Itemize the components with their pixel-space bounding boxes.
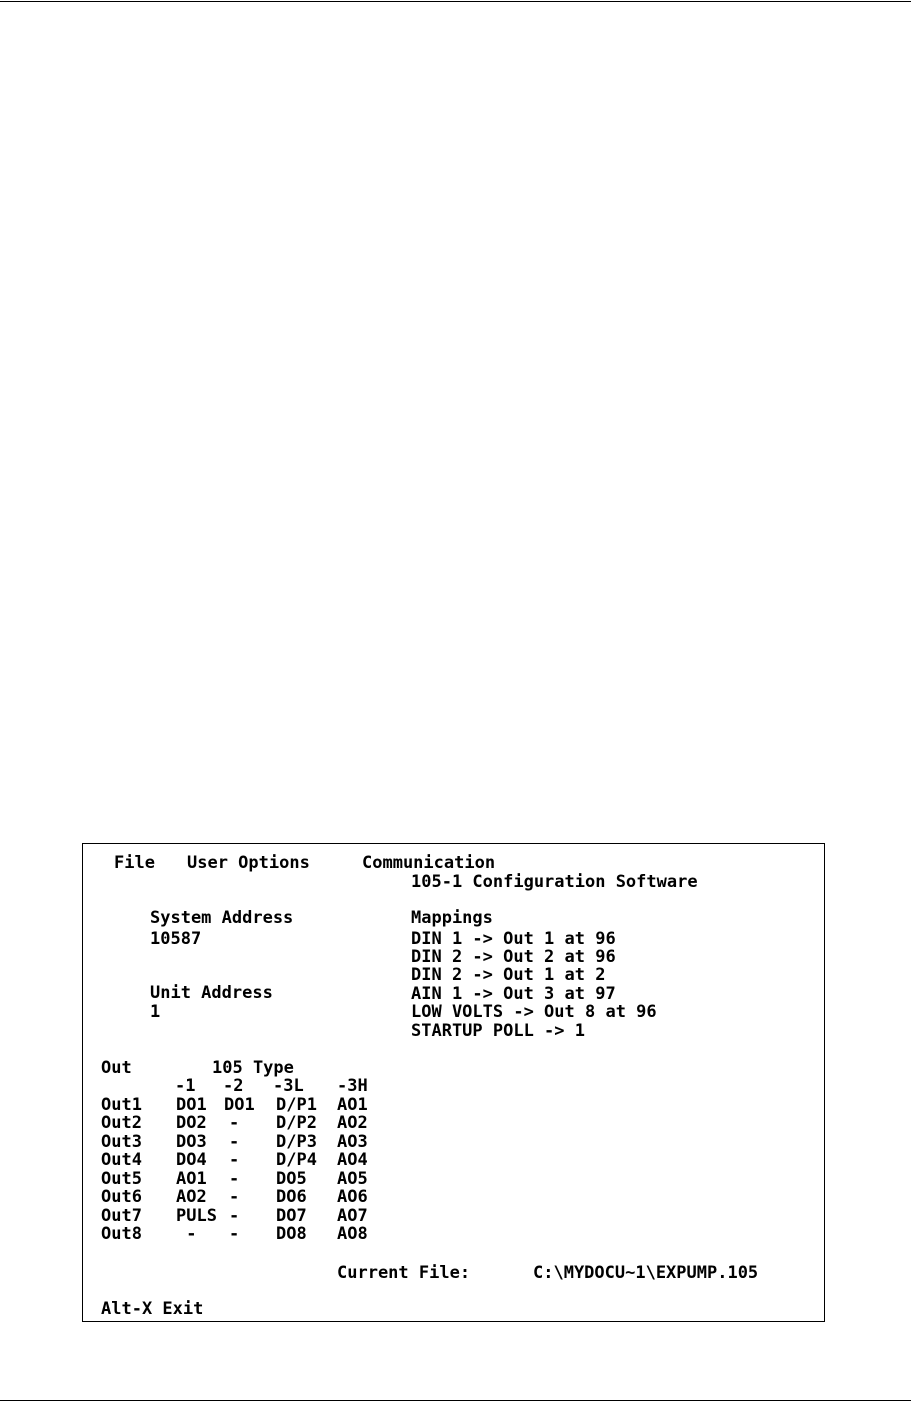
cell-type-1[interactable]: AO1 bbox=[176, 1169, 207, 1189]
cell-type-3h[interactable]: AO2 bbox=[337, 1113, 368, 1133]
cell-type-3h[interactable]: AO5 bbox=[337, 1169, 368, 1189]
system-address-label: System Address bbox=[150, 908, 294, 928]
mapping-item[interactable]: DIN 1 -> Out 1 at 96 bbox=[411, 929, 616, 949]
cell-type-3l[interactable]: DO7 bbox=[276, 1206, 307, 1226]
cell-type-2[interactable]: - bbox=[229, 1150, 240, 1170]
out-label: Out2 bbox=[101, 1113, 142, 1133]
exit-hint[interactable]: Alt-X Exit bbox=[101, 1299, 204, 1319]
cell-type-3h[interactable]: AO8 bbox=[337, 1224, 368, 1244]
mapping-item[interactable]: AIN 1 -> Out 3 at 97 bbox=[411, 984, 616, 1004]
column-header: -2 bbox=[223, 1076, 244, 1096]
cell-type-3h[interactable]: AO4 bbox=[337, 1150, 368, 1170]
menu-file[interactable]: File bbox=[114, 853, 155, 873]
column-header: -3L bbox=[273, 1076, 304, 1096]
menu-communication[interactable]: Communication bbox=[362, 853, 496, 873]
cell-type-2[interactable]: DO1 bbox=[224, 1095, 255, 1115]
type-header: 105 Type bbox=[212, 1058, 294, 1078]
cell-type-2[interactable]: - bbox=[229, 1113, 240, 1133]
cell-type-2[interactable]: - bbox=[229, 1132, 240, 1152]
cell-type-3l[interactable]: D/P4 bbox=[276, 1150, 317, 1170]
out-label: Out7 bbox=[101, 1206, 142, 1226]
cell-type-3l[interactable]: D/P1 bbox=[276, 1095, 317, 1115]
column-header: -1 bbox=[175, 1076, 196, 1096]
cell-type-1[interactable]: DO2 bbox=[176, 1113, 207, 1133]
column-header: -3H bbox=[337, 1076, 368, 1096]
current-file-label: Current File: bbox=[337, 1263, 471, 1283]
out-label: Out4 bbox=[101, 1150, 142, 1170]
cell-type-1[interactable]: DO1 bbox=[176, 1095, 207, 1115]
cell-type-3h[interactable]: AO1 bbox=[337, 1095, 368, 1115]
cell-type-3h[interactable]: AO3 bbox=[337, 1132, 368, 1152]
cell-type-1[interactable]: AO2 bbox=[176, 1187, 207, 1207]
cell-type-1[interactable]: DO4 bbox=[176, 1150, 207, 1170]
cell-type-3h[interactable]: AO7 bbox=[337, 1206, 368, 1226]
cell-type-1[interactable]: - bbox=[176, 1224, 197, 1244]
current-file-path: C:\MYDOCU~1\EXPUMP.105 bbox=[533, 1263, 759, 1283]
system-address-value[interactable]: 10587 bbox=[150, 929, 202, 949]
app-title: 105-1 Configuration Software bbox=[411, 872, 698, 892]
page-top-rule bbox=[0, 1, 911, 2]
cell-type-1[interactable]: PULS bbox=[176, 1206, 217, 1226]
out-label: Out5 bbox=[101, 1169, 142, 1189]
unit-address-label: Unit Address bbox=[150, 983, 273, 1003]
out-label: Out1 bbox=[101, 1095, 142, 1115]
cell-type-3l[interactable]: DO5 bbox=[276, 1169, 307, 1189]
cell-type-2[interactable]: - bbox=[229, 1224, 240, 1244]
cell-type-1[interactable]: DO3 bbox=[176, 1132, 207, 1152]
cell-type-2[interactable]: - bbox=[229, 1169, 240, 1189]
cell-type-2[interactable]: - bbox=[229, 1187, 240, 1207]
menu-user-options[interactable]: User Options bbox=[187, 853, 310, 873]
config-software-screen bbox=[82, 843, 825, 1322]
cell-type-3l[interactable]: DO8 bbox=[276, 1224, 307, 1244]
cell-type-3l[interactable]: DO6 bbox=[276, 1187, 307, 1207]
cell-type-3l[interactable]: D/P3 bbox=[276, 1132, 317, 1152]
mapping-item[interactable]: LOW VOLTS -> Out 8 at 96 bbox=[411, 1002, 657, 1022]
out-label: Out8 bbox=[101, 1224, 142, 1244]
page-bottom-rule bbox=[0, 1400, 911, 1401]
out-label: Out3 bbox=[101, 1132, 142, 1152]
out-label: Out6 bbox=[101, 1187, 142, 1207]
mapping-item[interactable]: DIN 2 -> Out 1 at 2 bbox=[411, 965, 606, 985]
cell-type-3h[interactable]: AO6 bbox=[337, 1187, 368, 1207]
cell-type-3l[interactable]: D/P2 bbox=[276, 1113, 317, 1133]
mapping-item[interactable]: DIN 2 -> Out 2 at 96 bbox=[411, 947, 616, 967]
mappings-heading: Mappings bbox=[411, 908, 493, 928]
cell-type-2[interactable]: - bbox=[229, 1206, 240, 1226]
mapping-item[interactable]: STARTUP POLL -> 1 bbox=[411, 1021, 585, 1041]
unit-address-value[interactable]: 1 bbox=[150, 1002, 161, 1022]
out-column-header: Out bbox=[101, 1058, 132, 1078]
